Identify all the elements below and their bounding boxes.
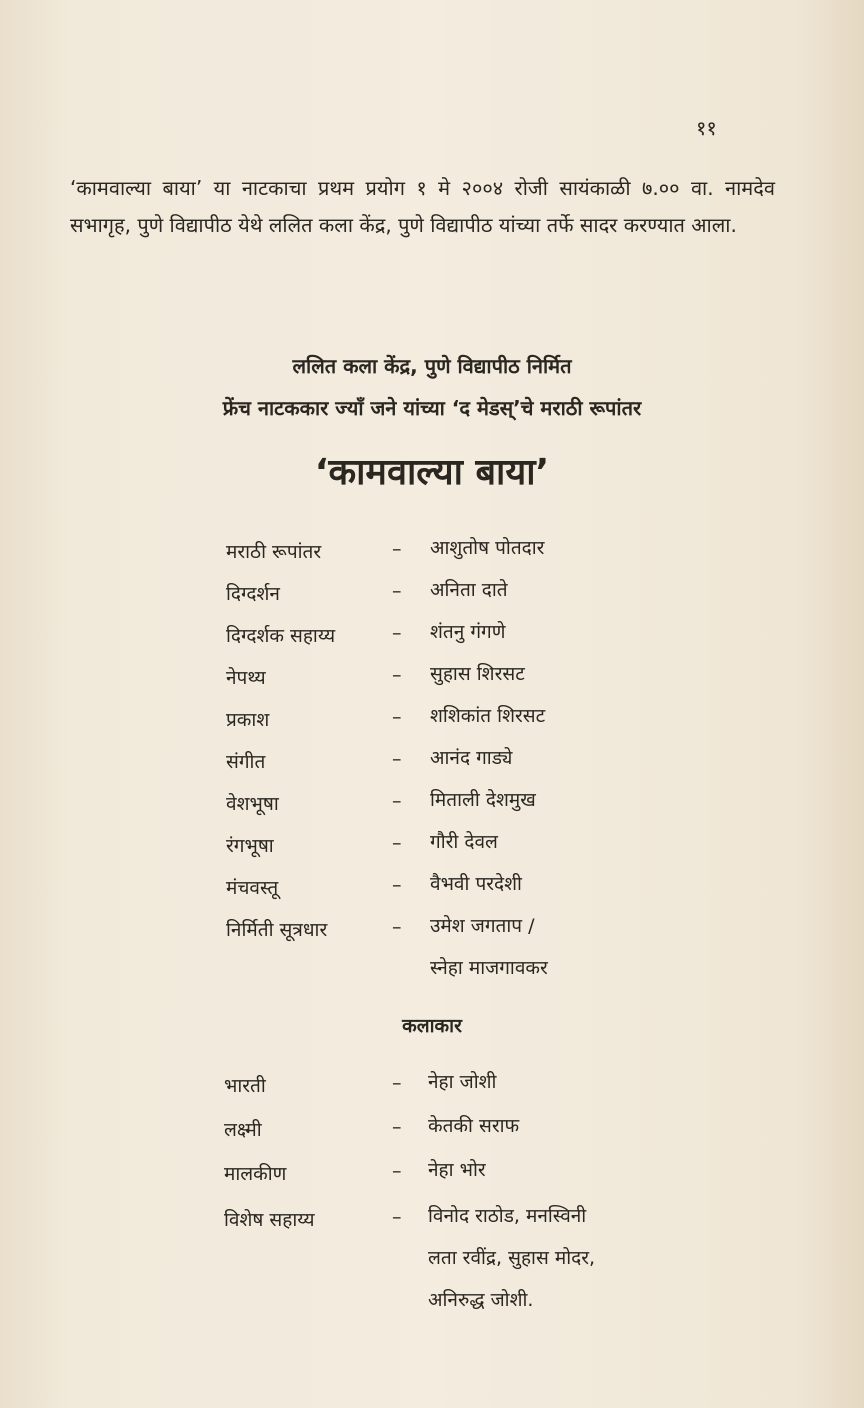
cast-name: लता रवींद्र, सुहास मोदर, bbox=[428, 1247, 596, 1269]
credit-name: शंतनु गंगणे bbox=[430, 621, 506, 643]
play-title: ‘कामवाल्या बाया’ bbox=[314, 452, 550, 493]
credit-name: उमेश जगताप / bbox=[430, 915, 535, 937]
credit-dash: – bbox=[392, 664, 402, 686]
credit-dash: – bbox=[392, 580, 402, 602]
credit-role: मराठी रूपांतर bbox=[226, 541, 322, 563]
cast-heading: कलाकार bbox=[402, 1015, 462, 1037]
credit-name: मिताली देशमुख bbox=[430, 789, 536, 811]
credit-role: दिग्दर्शन bbox=[226, 583, 280, 605]
adaptation-line: फ्रेंच नाटककार ज्याँ जने यांच्या ‘द मेडस्’चे मराठी रूपांतर bbox=[222, 396, 642, 420]
credit-role: नेपथ्य bbox=[226, 667, 266, 689]
cast-dash: – bbox=[392, 1206, 402, 1228]
credit-role: दिग्दर्शक सहाय्य bbox=[226, 625, 336, 647]
cast-dash: – bbox=[392, 1072, 402, 1094]
credit-dash: – bbox=[392, 622, 402, 644]
cast-name: नेहा जोशी bbox=[428, 1071, 497, 1093]
cast-dash: – bbox=[392, 1160, 402, 1182]
credit-name: वैभवी परदेशी bbox=[430, 873, 522, 895]
credit-name: शशिकांत शिरसट bbox=[430, 705, 546, 727]
credit-name: आशुतोष पोतदार bbox=[430, 537, 545, 559]
credit-dash: – bbox=[392, 748, 402, 770]
credit-dash: – bbox=[392, 706, 402, 728]
credit-name: आनंद गाड्ये bbox=[430, 747, 513, 769]
credit-dash: – bbox=[392, 538, 402, 560]
cast-name: अनिरुद्ध जोशी. bbox=[428, 1289, 534, 1311]
credit-dash: – bbox=[392, 832, 402, 854]
credit-name: अनिता दाते bbox=[430, 579, 508, 601]
producer-line: ललित कला केंद्र, पुणे विद्यापीठ निर्मित bbox=[292, 354, 572, 378]
cast-dash: – bbox=[392, 1116, 402, 1138]
credit-role: वेशभूषा bbox=[226, 793, 279, 815]
credit-role: निर्मिती सूत्रधार bbox=[226, 919, 328, 941]
credit-dash: – bbox=[392, 790, 402, 812]
cast-name: केतकी सराफ bbox=[428, 1115, 520, 1137]
cast-role: लक्ष्मी bbox=[224, 1119, 262, 1141]
cast-role: भारती bbox=[224, 1075, 266, 1097]
credit-dash: – bbox=[392, 874, 402, 896]
credit-name: सुहास शिरसट bbox=[430, 663, 525, 685]
intro-paragraph: ‘कामवाल्या बाया’ या नाटकाचा प्रथम प्रयोग १ मे २००४ रोजी सायंकाळी ७.०० वा. नामदेव सभागृह, पुणे विद्यापीठ येथे ललित कला केंद्र, पुणे विद्यापीठ यांच्या तर्फे सादर करण्यात आला. bbox=[70, 176, 775, 237]
credit-role: मंचवस्तू bbox=[226, 877, 279, 899]
cast-role: मालकीण bbox=[224, 1163, 287, 1185]
credit-dash: – bbox=[392, 916, 402, 938]
page-number: ११ bbox=[696, 116, 717, 140]
credit-role: प्रकाश bbox=[226, 709, 270, 731]
cast-name: नेहा भोर bbox=[428, 1159, 486, 1181]
credit-role: रंगभूषा bbox=[226, 835, 274, 857]
credit-name: गौरी देवल bbox=[430, 831, 498, 853]
cast-role: विशेष सहाय्य bbox=[224, 1209, 315, 1231]
credit-role: संगीत bbox=[226, 751, 266, 773]
credit-name: स्नेहा माजगावकर bbox=[430, 957, 548, 979]
cast-name: विनोद राठोड, मनस्विनी bbox=[428, 1205, 587, 1227]
